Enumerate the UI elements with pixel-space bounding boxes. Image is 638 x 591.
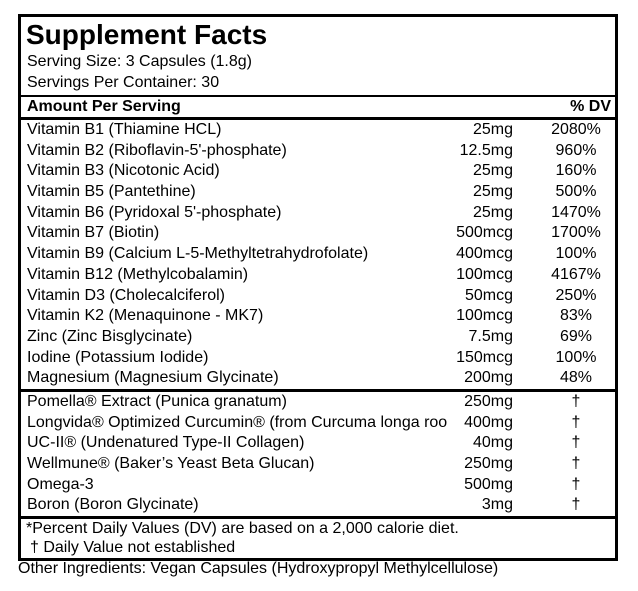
ingredient-amount: 25mg	[472, 183, 513, 201]
ingredient-amount: 50mcg	[464, 286, 513, 304]
table-header	[21, 95, 615, 120]
table-row	[21, 413, 615, 434]
ingredient-amount: 100mcg	[456, 265, 513, 283]
other-ingredients: Other Ingredients: Vegan Capsules (Hydroxypropyl Methylcellulose)	[18, 560, 499, 577]
ingredient-dv: †	[571, 496, 581, 514]
dagger-footnote: † Daily Value not established	[30, 538, 236, 556]
ingredient-name: Magnesium (Magnesium Glycinate)	[27, 369, 279, 387]
ingredient-amount: 250mg	[464, 455, 513, 472]
ingredient-dv: 2080%	[551, 121, 601, 138]
ingredient-name: Vitamin B7 (Biotin)	[27, 224, 160, 242]
ingredient-dv: 69%	[559, 327, 593, 345]
ingredient-amount: 12.5mg	[459, 141, 513, 159]
ingredient-amount: 25mg	[472, 162, 513, 180]
vitamins-section	[21, 120, 615, 389]
ingredient-name: Vitamin B12 (Methylcobalamin)	[27, 265, 249, 283]
ingredient-amount: 400mcg	[456, 245, 513, 263]
ingredient-amount: 25mg	[472, 203, 513, 221]
ingredient-amount: 100mcg	[456, 307, 513, 325]
table-row	[21, 392, 615, 413]
ingredient-dv: 100%	[555, 245, 597, 263]
ingredient-dv: 83%	[559, 307, 593, 325]
table-row	[21, 368, 615, 389]
ingredient-name: Vitamin B3 (Nicotonic Acid)	[27, 162, 220, 180]
ingredient-name: Boron (Boron Glycinate)	[27, 496, 199, 514]
ingredient-name: Wellmune® (Baker’s Yeast Beta Glucan)	[27, 455, 315, 472]
ingredient-dv: 500%	[555, 183, 597, 201]
ingredient-amount: 500mg	[464, 475, 513, 493]
ingredient-amount: 400mg	[464, 413, 513, 431]
ingredient-dv: †	[571, 434, 581, 452]
footnotes	[21, 516, 615, 558]
table-row	[21, 265, 615, 286]
table-row	[21, 286, 615, 307]
ingredient-dv: 100%	[555, 348, 597, 366]
ingredient-dv: †	[571, 455, 581, 472]
ingredient-amount: 40mg	[472, 434, 513, 452]
serving-size: Serving Size: 3 Capsules (1.8g)	[27, 53, 252, 70]
ingredient-name: Vitamin B1 (Thiamine HCL)	[27, 121, 222, 138]
ingredient-dv: 160%	[555, 162, 597, 180]
ingredient-dv: 1470%	[551, 203, 601, 221]
ingredient-name: Vitamin B9 (Calcium L-5-Methyltetrahydrofolate)	[27, 245, 369, 263]
ingredient-amount: 7.5mg	[468, 327, 513, 345]
table-row	[21, 203, 615, 224]
ingredient-name: Pomella® Extract (Punica granatum)	[27, 392, 287, 410]
ingredient-dv: †	[571, 413, 581, 431]
table-row	[21, 141, 615, 162]
table-row	[21, 244, 615, 265]
ingredient-name: Vitamin D3 (Cholecalciferol)	[27, 286, 225, 304]
ingredient-name: Zinc (Zinc Bisglycinate)	[27, 327, 193, 345]
ingredient-dv: †	[571, 392, 581, 410]
ingredient-dv: 1700%	[551, 224, 601, 242]
ingredient-name: Omega-3	[27, 475, 94, 493]
ingredient-dv: 960%	[555, 141, 597, 159]
table-row	[21, 120, 615, 141]
ingredient-name: UC-II® (Undenatured Type-II Collagen)	[27, 434, 305, 452]
ingredient-dv: 250%	[555, 286, 597, 304]
table-row	[21, 475, 615, 496]
proprietary-section	[21, 389, 615, 516]
amount-per-serving-header: Amount Per Serving	[27, 98, 181, 115]
percent-dv-footnote: *Percent Daily Values (DV) are based on a 2,000 calorie diet.	[26, 520, 459, 538]
ingredient-name: Iodine (Potassium Iodide)	[27, 348, 209, 366]
ingredient-amount: 500mcg	[456, 224, 513, 242]
ingredient-amount: 250mg	[464, 392, 513, 410]
table-row	[21, 327, 615, 348]
servings-per-container: Servings Per Container: 30	[27, 74, 220, 91]
ingredient-name: Vitamin B6 (Pyridoxal 5'-phosphate)	[27, 203, 282, 221]
table-row	[21, 306, 615, 327]
ingredient-amount: 150mcg	[456, 348, 513, 366]
ingredient-name: Vitamin K2 (Menaquinone - MK7)	[27, 307, 264, 325]
ingredient-dv: 4167%	[551, 265, 601, 283]
table-row	[21, 454, 615, 475]
table-row	[21, 223, 615, 244]
ingredient-name: Vitamin B2 (Riboflavin-5'-phosphate)	[27, 141, 287, 159]
table-row	[21, 182, 615, 203]
table-row	[21, 348, 615, 369]
ingredient-amount: 3mg	[481, 496, 513, 514]
table-row	[21, 495, 615, 516]
ingredient-amount: 200mg	[464, 369, 513, 387]
table-row	[21, 433, 615, 454]
percent-dv-header: % DV	[570, 98, 611, 115]
ingredient-name: Vitamin B5 (Pantethine)	[27, 183, 196, 201]
ingredient-amount: 25mg	[472, 121, 513, 138]
ingredient-dv: †	[571, 475, 581, 493]
table-row	[21, 161, 615, 182]
panel-title: Supplement Facts	[26, 19, 268, 50]
ingredient-dv: 48%	[559, 369, 593, 387]
supplement-facts-panel	[18, 14, 618, 561]
ingredient-name: Longvida® Optimized Curcumin® (from Curcuma longa roo	[27, 413, 448, 431]
